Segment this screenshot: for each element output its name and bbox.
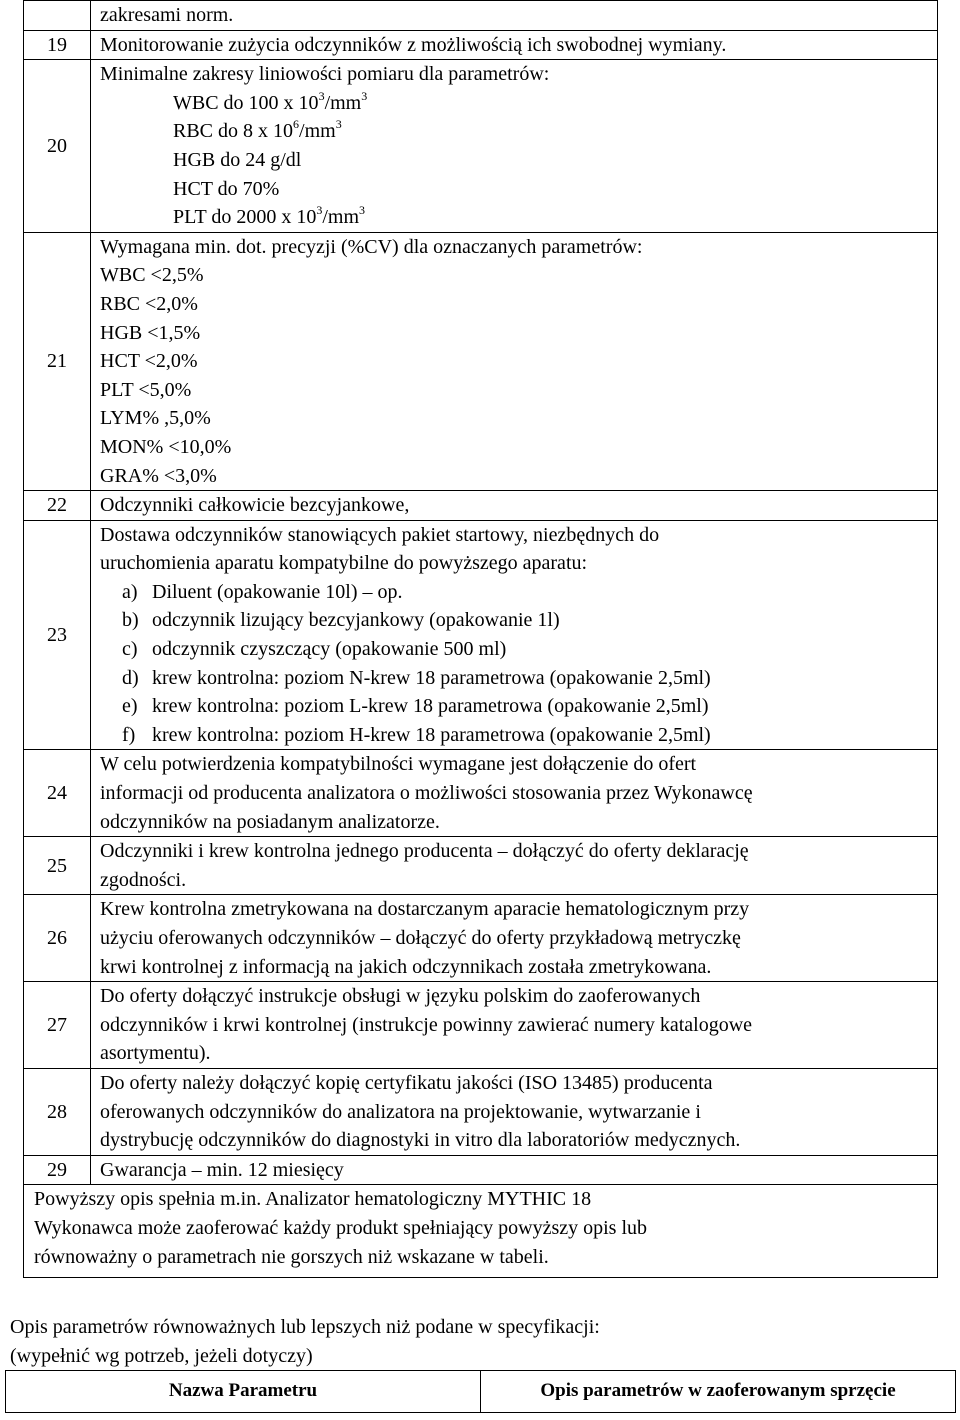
row-text: użyciu oferowanych odczynników – dołączyć do oferty przykładową metryczkę [100,927,741,949]
range-hct: HCT do 70% [173,177,280,200]
list-text: Diluent (opakowanie 10l) – op. [152,580,403,603]
precision-wbc: WBC <2,5% [100,264,204,287]
precision-plt: PLT <5,0% [100,378,192,401]
row-content [91,491,938,521]
row-text: dystrybucję odczynników do diagnostyki in vitro dla laboratoriów medycznych. [100,1129,741,1152]
row-text: informacji od producenta analizatora o możliwości stosowania przez Wykonawcę [100,782,753,805]
list-label: c) [122,638,138,661]
row-content [91,982,938,1069]
row-text: odczynników na posiadanym analizatorze. [100,810,440,833]
row-number: 28 [24,1068,91,1155]
row-number: 21 [24,232,91,490]
row-content [91,1,938,31]
range-rbc [100,117,937,146]
column-header-parameter-description: Opis parametrów w zaoferowanym sprzęcie [481,1371,956,1413]
list-text: odczynnik lizujący bezcyjankowy (opakowanie 1l) [152,609,560,632]
list-item [100,635,937,664]
row-number: 19 [24,30,91,60]
row-content [91,30,938,60]
row-content [91,895,938,982]
range-wbc [100,89,937,118]
row-text: W celu potwierdzenia kompatybilności wymagane jest dołączenie do ofert [100,753,697,776]
table-row [24,491,938,521]
equivalent-parameters-note [10,1313,600,1371]
table-header-row [6,1371,956,1413]
row-number: 24 [24,750,91,837]
footer-text: Wykonawca może zaoferować każdy produkt spełniający powyższy opis lub [34,1216,648,1239]
precision-mon: MON% <10,0% [100,435,232,458]
row-content [91,1068,938,1155]
row-number: 26 [24,895,91,982]
row-text: oferowanych odczynników do analizatora na projektowanie, wytwarzanie i [100,1100,701,1123]
range-text: WBC do 100 x 10 [173,91,319,114]
footer-note [24,1185,938,1278]
table-row [24,30,938,60]
list-label: b) [122,609,139,632]
list-text: odczynnik czyszczący (opakowanie 500 ml) [152,638,507,661]
row-text: zgodności. [100,868,187,891]
table-row [24,520,938,750]
row-text: zakresami norm. [100,4,234,26]
row-text: Gwarancja – min. 12 miesięcy [100,1158,344,1181]
row-text: Wymagana min. dot. precyzji (%CV) dla oznaczanych parametrów: [100,235,643,258]
row-number: 20 [24,60,91,233]
row-number: 27 [24,982,91,1069]
footer-text: równoważny o parametrach nie gorszych niż wskazane w tabeli. [34,1245,549,1268]
row-content [91,232,938,490]
precision-hct: HCT <2,0% [100,350,198,373]
row-number: 22 [24,491,91,521]
row-text: odczynników i krwi kontrolnej (instrukcje powinny zawierać numery katalogowe [100,1013,753,1036]
list-item [100,606,937,635]
parameters-table [5,1370,956,1413]
list-label: d) [122,666,139,689]
note-text: Opis parametrów równoważnych lub lepszych niż podane w specyfikacji: [10,1316,600,1338]
exponent: 3 [335,117,342,132]
exponent: 3 [361,88,368,103]
row-content [91,1155,938,1185]
table-row [24,60,938,233]
row-content [91,520,938,750]
column-header-parameter-name: Nazwa Parametru [6,1371,481,1413]
row-text: Do oferty należy dołączyć kopię certyfikatu jakości (ISO 13485) producenta [100,1071,713,1094]
exponent: 6 [293,117,300,132]
row-text: Odczynniki i krew kontrolna jednego producenta – dołączyć do oferty deklarację [100,840,749,863]
table-row [24,1,938,31]
row-text: uruchomienia aparatu kompatybilne do powyższego aparatu: [100,552,588,575]
exponent: 3 [316,203,323,218]
range-text: RBC do 8 x 10 [173,120,294,143]
unit-text: /mm [322,206,360,229]
exponent: 3 [359,203,366,218]
list-label: f) [122,723,136,746]
row-content [91,837,938,895]
list-text: krew kontrolna: poziom H-krew 18 parametrowa (opakowanie 2,5ml) [152,723,711,746]
range-text: PLT do 2000 x 10 [173,206,317,229]
list-text: krew kontrolna: poziom L-krew 18 parametrowa (opakowanie 2,5ml) [152,695,709,718]
row-number: 29 [24,1155,91,1185]
table-footer-row [24,1185,938,1278]
row-content [91,60,938,233]
footer-text: Powyższy opis spełnia m.in. Analizator hematologiczny MYTHIC 18 [34,1188,592,1211]
unit-text: /mm [324,91,362,114]
table-row [24,982,938,1069]
row-content [91,750,938,837]
precision-gra: GRA% <3,0% [100,464,217,487]
row-text: Do oferty dołączyć instrukcje obsługi w języku polskim do zaoferowanych [100,985,701,1008]
exponent: 3 [318,88,325,103]
range-plt [100,203,937,232]
row-number: 25 [24,837,91,895]
list-item [100,578,937,607]
row-text: Minimalne zakresy liniowości pomiaru dla parametrów: [100,63,550,86]
row-number [24,1,91,31]
table-row [24,1068,938,1155]
table-row [24,232,938,490]
specification-table [23,0,938,1278]
row-text: Odczynniki całkowicie bezcyjankowe, [100,494,410,517]
table-row [24,1155,938,1185]
unit-text: /mm [299,120,336,143]
list-item [100,664,937,693]
note-text: (wypełnić wg potrzeb, jeżeli dotyczy) [10,1345,313,1367]
row-number: 23 [24,520,91,750]
list-label: a) [122,580,138,603]
row-text: asortymentu). [100,1042,211,1065]
precision-hgb: HGB <1,5% [100,321,201,344]
list-item [100,692,937,721]
list-item [100,721,937,750]
row-text: krwi kontrolnej z informacją na jakich odczynnikach została zmetrykowana. [100,955,712,978]
row-text: Dostawa odczynników stanowiących pakiet startowy, niezbędnych do [100,523,660,546]
precision-rbc: RBC <2,0% [100,292,198,315]
range-hgb: HGB do 24 g/dl [173,148,302,171]
list-label: e) [122,695,138,718]
row-text: Monitorowanie zużycia odczynników z możliwością ich swobodnej wymiany. [100,33,727,56]
reagent-list [100,578,937,750]
table-row [24,895,938,982]
table-row [24,750,938,837]
list-text: krew kontrolna: poziom N-krew 18 parametrowa (opakowanie 2,5ml) [152,666,711,689]
precision-lym: LYM% ,5,0% [100,407,211,430]
row-text: Krew kontrolna zmetrykowana na dostarczanym aparacie hematologicznym przy [100,898,750,921]
table-row [24,837,938,895]
